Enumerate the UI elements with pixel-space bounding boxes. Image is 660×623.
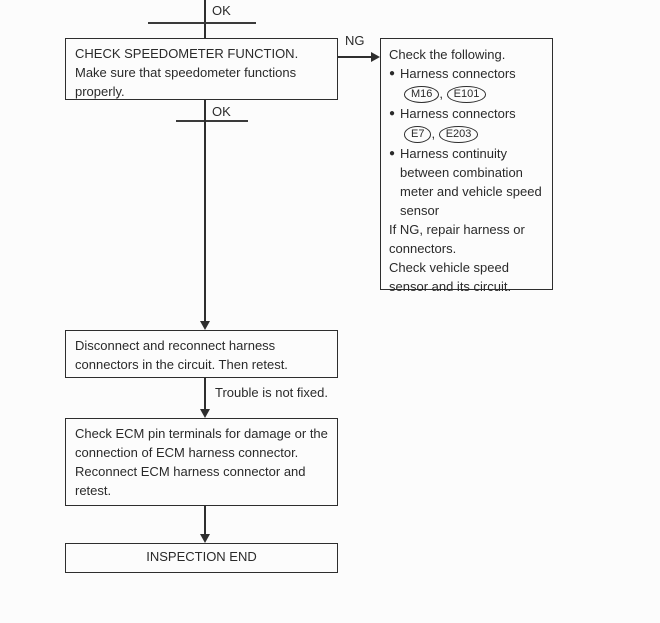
connector-line-3 xyxy=(204,506,206,534)
speed-sensor-note: Check vehicle speed sensor and its circuit. xyxy=(389,260,512,294)
connector-badge-m16: M16 xyxy=(404,86,439,103)
bullet-icon: ● xyxy=(389,68,396,79)
ecm-check-text: Check ECM pin terminals for damage or the connection of ECM harness connector. Reconnect ECM harness connector and retest. xyxy=(75,426,328,498)
ok-label-top: OK xyxy=(212,3,231,18)
check-speedometer-body: Make sure that speedometer functions properly. xyxy=(75,65,297,99)
harness-connectors-item-1 xyxy=(389,64,544,83)
ng-arrowhead-icon xyxy=(371,52,380,62)
connector-badge-e101: E101 xyxy=(447,86,487,103)
connector-line-1 xyxy=(204,100,206,321)
ok-underline-mid xyxy=(176,120,248,122)
inspection-end-text: INSPECTION END xyxy=(146,549,257,564)
inspection-end-box xyxy=(65,543,338,573)
bullet-icon: ● xyxy=(389,148,396,159)
connector-row-1 xyxy=(389,83,544,104)
check-following-title: Check the following. xyxy=(389,47,506,62)
harness-connectors-label-1: Harness connectors xyxy=(400,66,516,81)
reconnect-harness-box xyxy=(65,330,338,378)
check-following-box xyxy=(380,38,553,294)
ok-underline-top xyxy=(148,22,256,24)
trouble-not-fixed-label: Trouble is not fixed. xyxy=(215,385,328,400)
arrowhead-down-icon xyxy=(200,534,210,543)
reconnect-harness-text: Disconnect and reconnect harness connectors in the circuit. Then retest. xyxy=(75,338,288,372)
connector-line-2 xyxy=(204,378,206,409)
connector-line-top xyxy=(204,0,206,38)
harness-continuity-label: Harness continuity between combination meter and vehicle speed sensor xyxy=(400,146,542,218)
comma-separator: , xyxy=(431,126,436,141)
comma-separator: , xyxy=(439,86,444,101)
ok-label-mid: OK xyxy=(212,104,231,119)
connector-badge-e7: E7 xyxy=(404,126,431,143)
harness-continuity-item xyxy=(389,144,544,220)
arrowhead-down-icon xyxy=(200,409,210,418)
harness-connectors-label-2: Harness connectors xyxy=(400,106,516,121)
repair-note: If NG, repair harness or connectors. xyxy=(389,222,525,256)
ng-label: NG xyxy=(345,33,365,48)
connector-badge-e203: E203 xyxy=(439,126,479,143)
check-speedometer-box xyxy=(65,38,338,100)
harness-connectors-item-2 xyxy=(389,104,544,123)
connector-row-2 xyxy=(389,123,544,144)
arrowhead-down-icon xyxy=(200,321,210,330)
ecm-check-box xyxy=(65,418,338,506)
bullet-icon: ● xyxy=(389,108,396,119)
check-speedometer-title: CHECK SPEEDOMETER FUNCTION. xyxy=(75,46,299,61)
ng-arrow-line xyxy=(338,56,372,58)
